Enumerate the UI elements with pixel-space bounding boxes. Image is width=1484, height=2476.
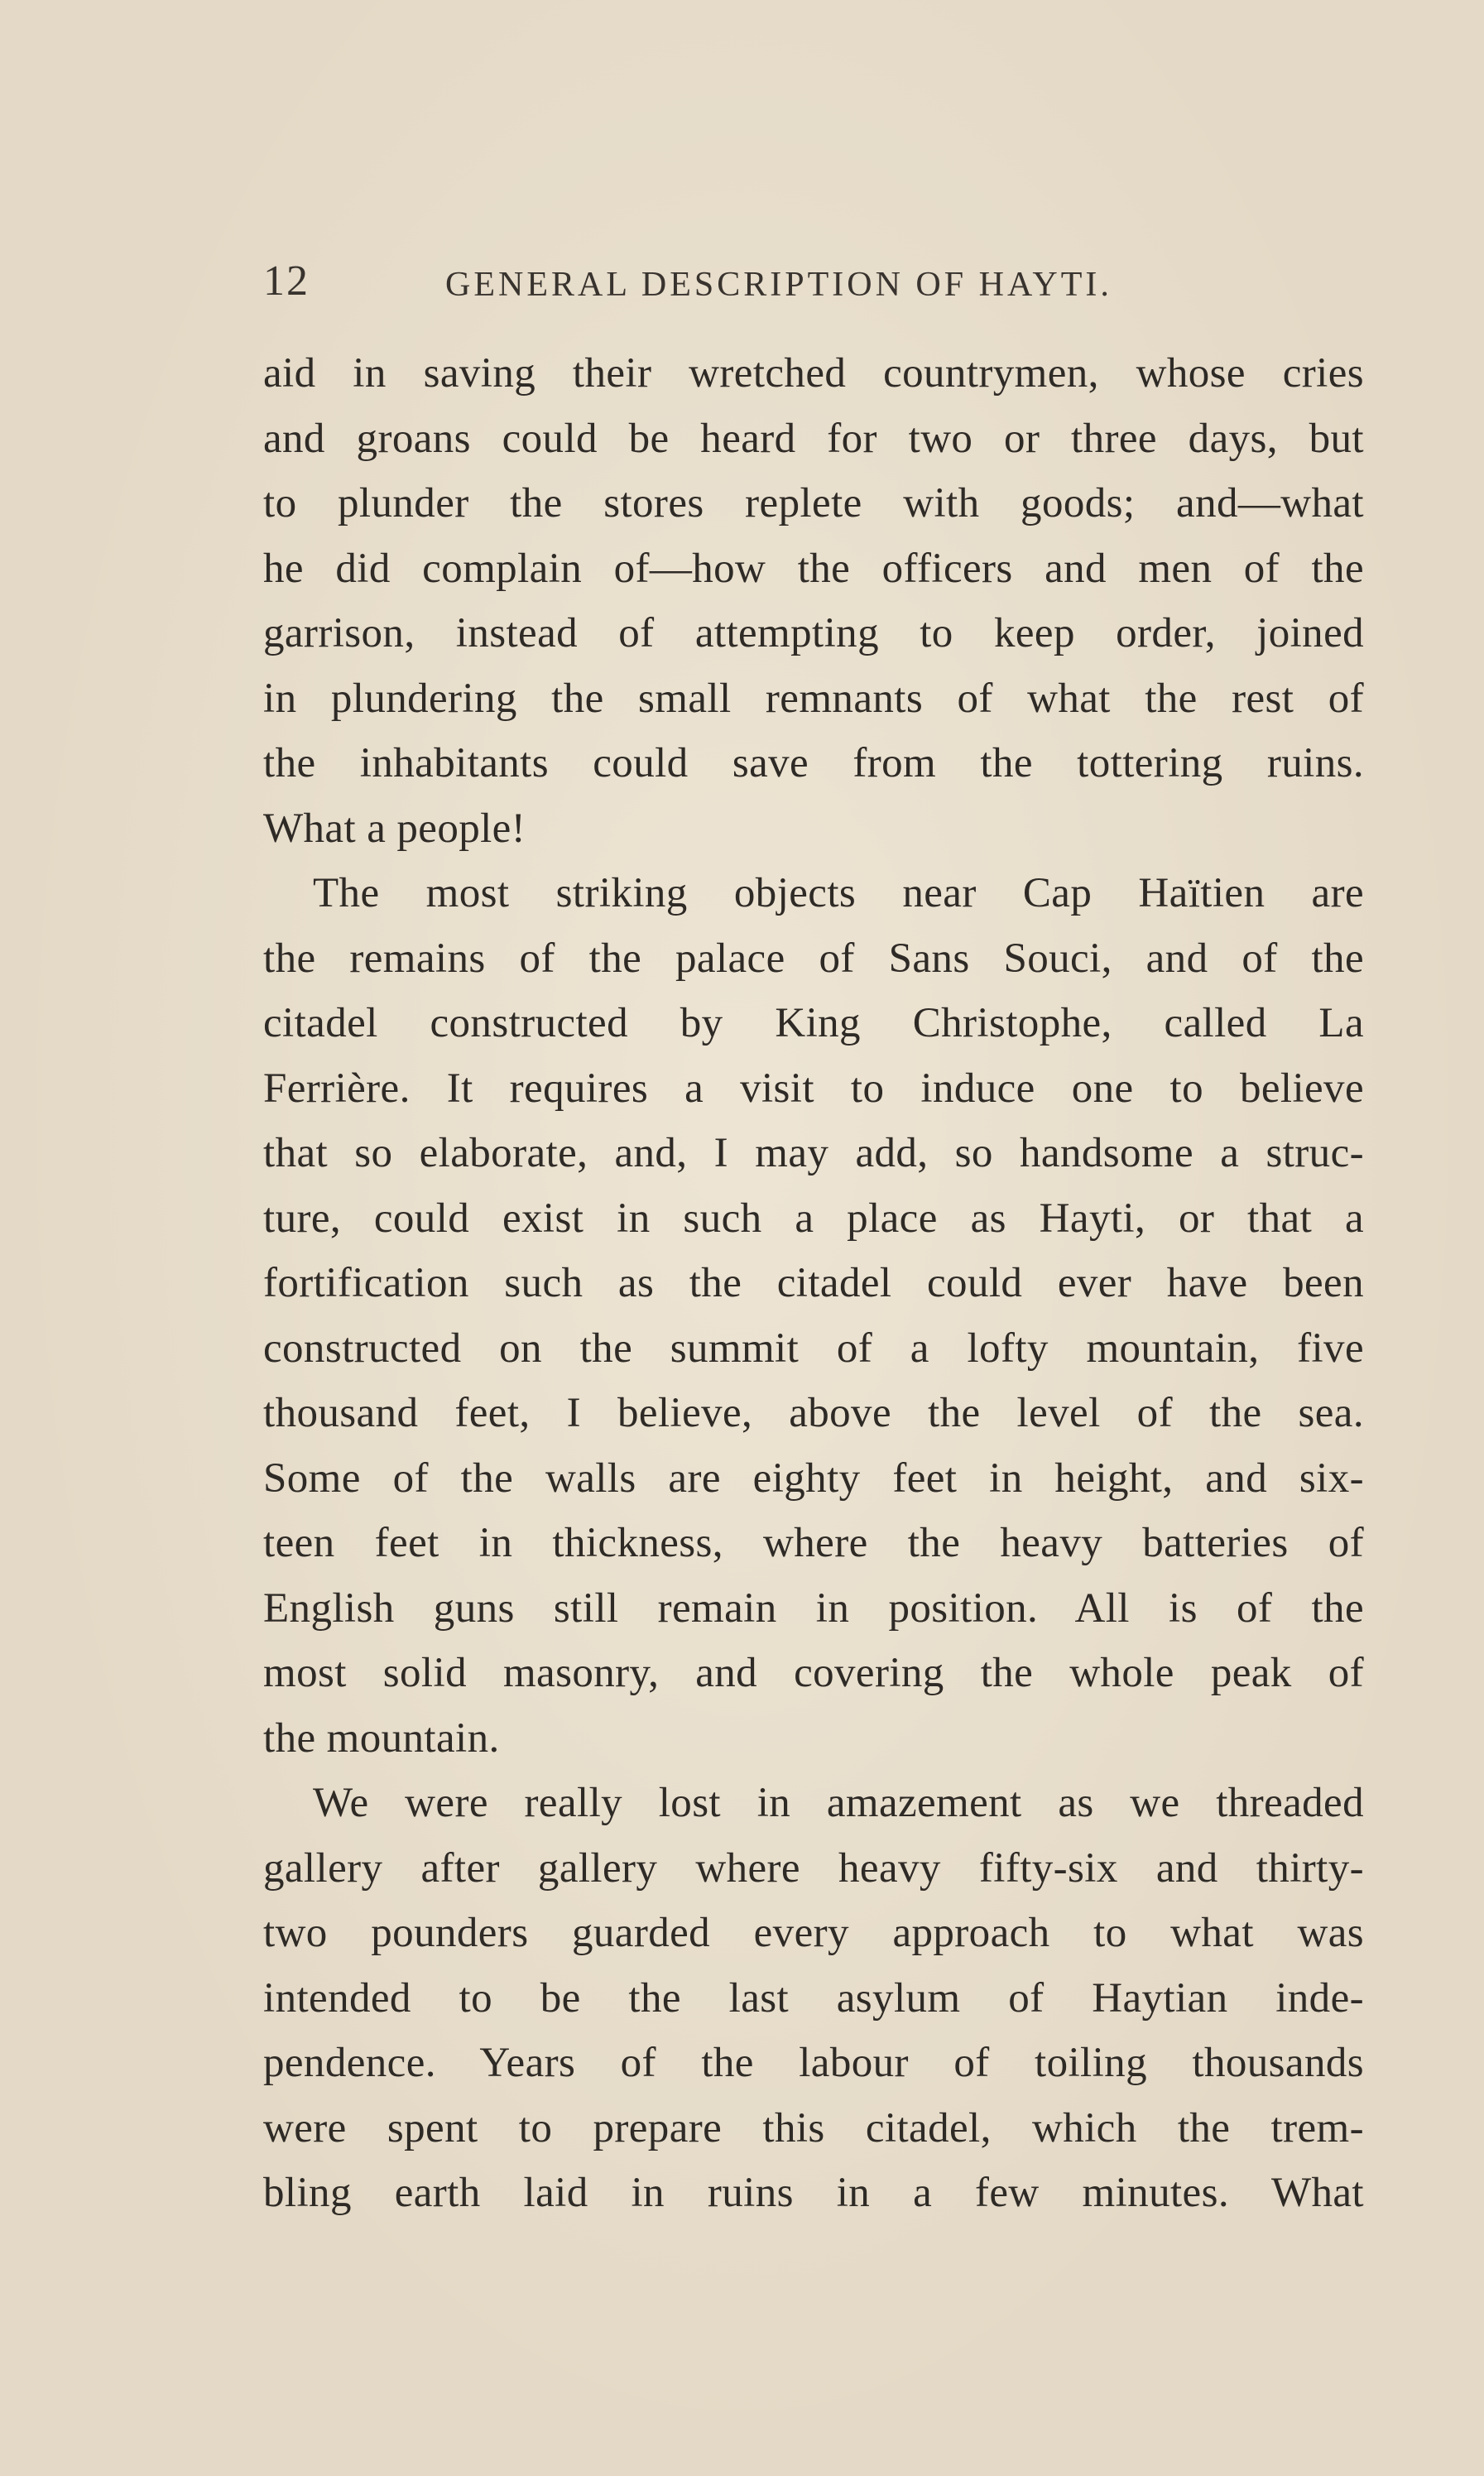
text-line: two pounders guarded every approach to what was [263,1910,1364,1956]
text-line: intended to be the last asylum of Haytian inde- [263,1974,1364,2022]
running-head: GENERAL DESCRIPTION OF HAYTI. [445,266,1112,304]
text-line: the mountain. [263,1714,500,1762]
text-line: in plundering the small remnants of what the rest of [263,675,1364,722]
text-line: the inhabitants could save from the tottering ruins. [263,740,1364,786]
text-line: citadel constructed by King Christophe, called La [263,1000,1364,1046]
page-header [263,253,1372,320]
text-line: ture, could exist in such a place as Hayti, or that a [263,1195,1364,1242]
text-line: and groans could be heard for two or three days, but [263,415,1364,462]
text-line: garrison, instead of attempting to keep order, joined [263,610,1364,656]
text-line: aid in saving their wretched countrymen, whose cries [263,350,1364,397]
text-line: English guns still remain in position. All is of the [263,1584,1364,1632]
text-line: thousand feet, I believe, above the level of the sea. [263,1390,1364,1436]
text-line: were spent to prepare this citadel, which the trem- [263,2104,1364,2151]
body-text [263,341,1364,2226]
text-line: he did complain of—how the officers and men of the [263,545,1364,592]
text-line: fortification such as the citadel could ever have been [263,1260,1364,1306]
text-line: pendence. Years of the labour of toiling thousands [263,2040,1364,2086]
text-line: to plunder the stores replete with goods; and—what [263,480,1364,526]
text-line: Some of the walls are eighty feet in height, and six- [263,1454,1364,1502]
text-line: gallery after gallery where heavy fifty-six and thirty- [263,1844,1364,1892]
text-line: We were really lost in amazement as we threaded [313,1780,1364,1826]
text-line: that so elaborate, and, I may add, so handsome a struc- [263,1130,1364,1176]
text-line: What a people! [263,805,526,852]
text-line: teen feet in thickness, where the heavy batteries of [263,1520,1364,1566]
text-line: the remains of the palace of Sans Souci, and of the [263,935,1364,982]
text-line: Ferrière. It requires a visit to induce one to believe [263,1065,1364,1112]
text-line: most solid masonry, and covering the whole peak of [263,1650,1364,1696]
text-line: bling earth laid in ruins in a few minutes. What [263,2170,1364,2216]
page-number: 12 [263,257,310,305]
text-line: constructed on the summit of a lofty mountain, five [263,1325,1364,1372]
text-line: The most striking objects near Cap Haïtien are [313,870,1364,916]
